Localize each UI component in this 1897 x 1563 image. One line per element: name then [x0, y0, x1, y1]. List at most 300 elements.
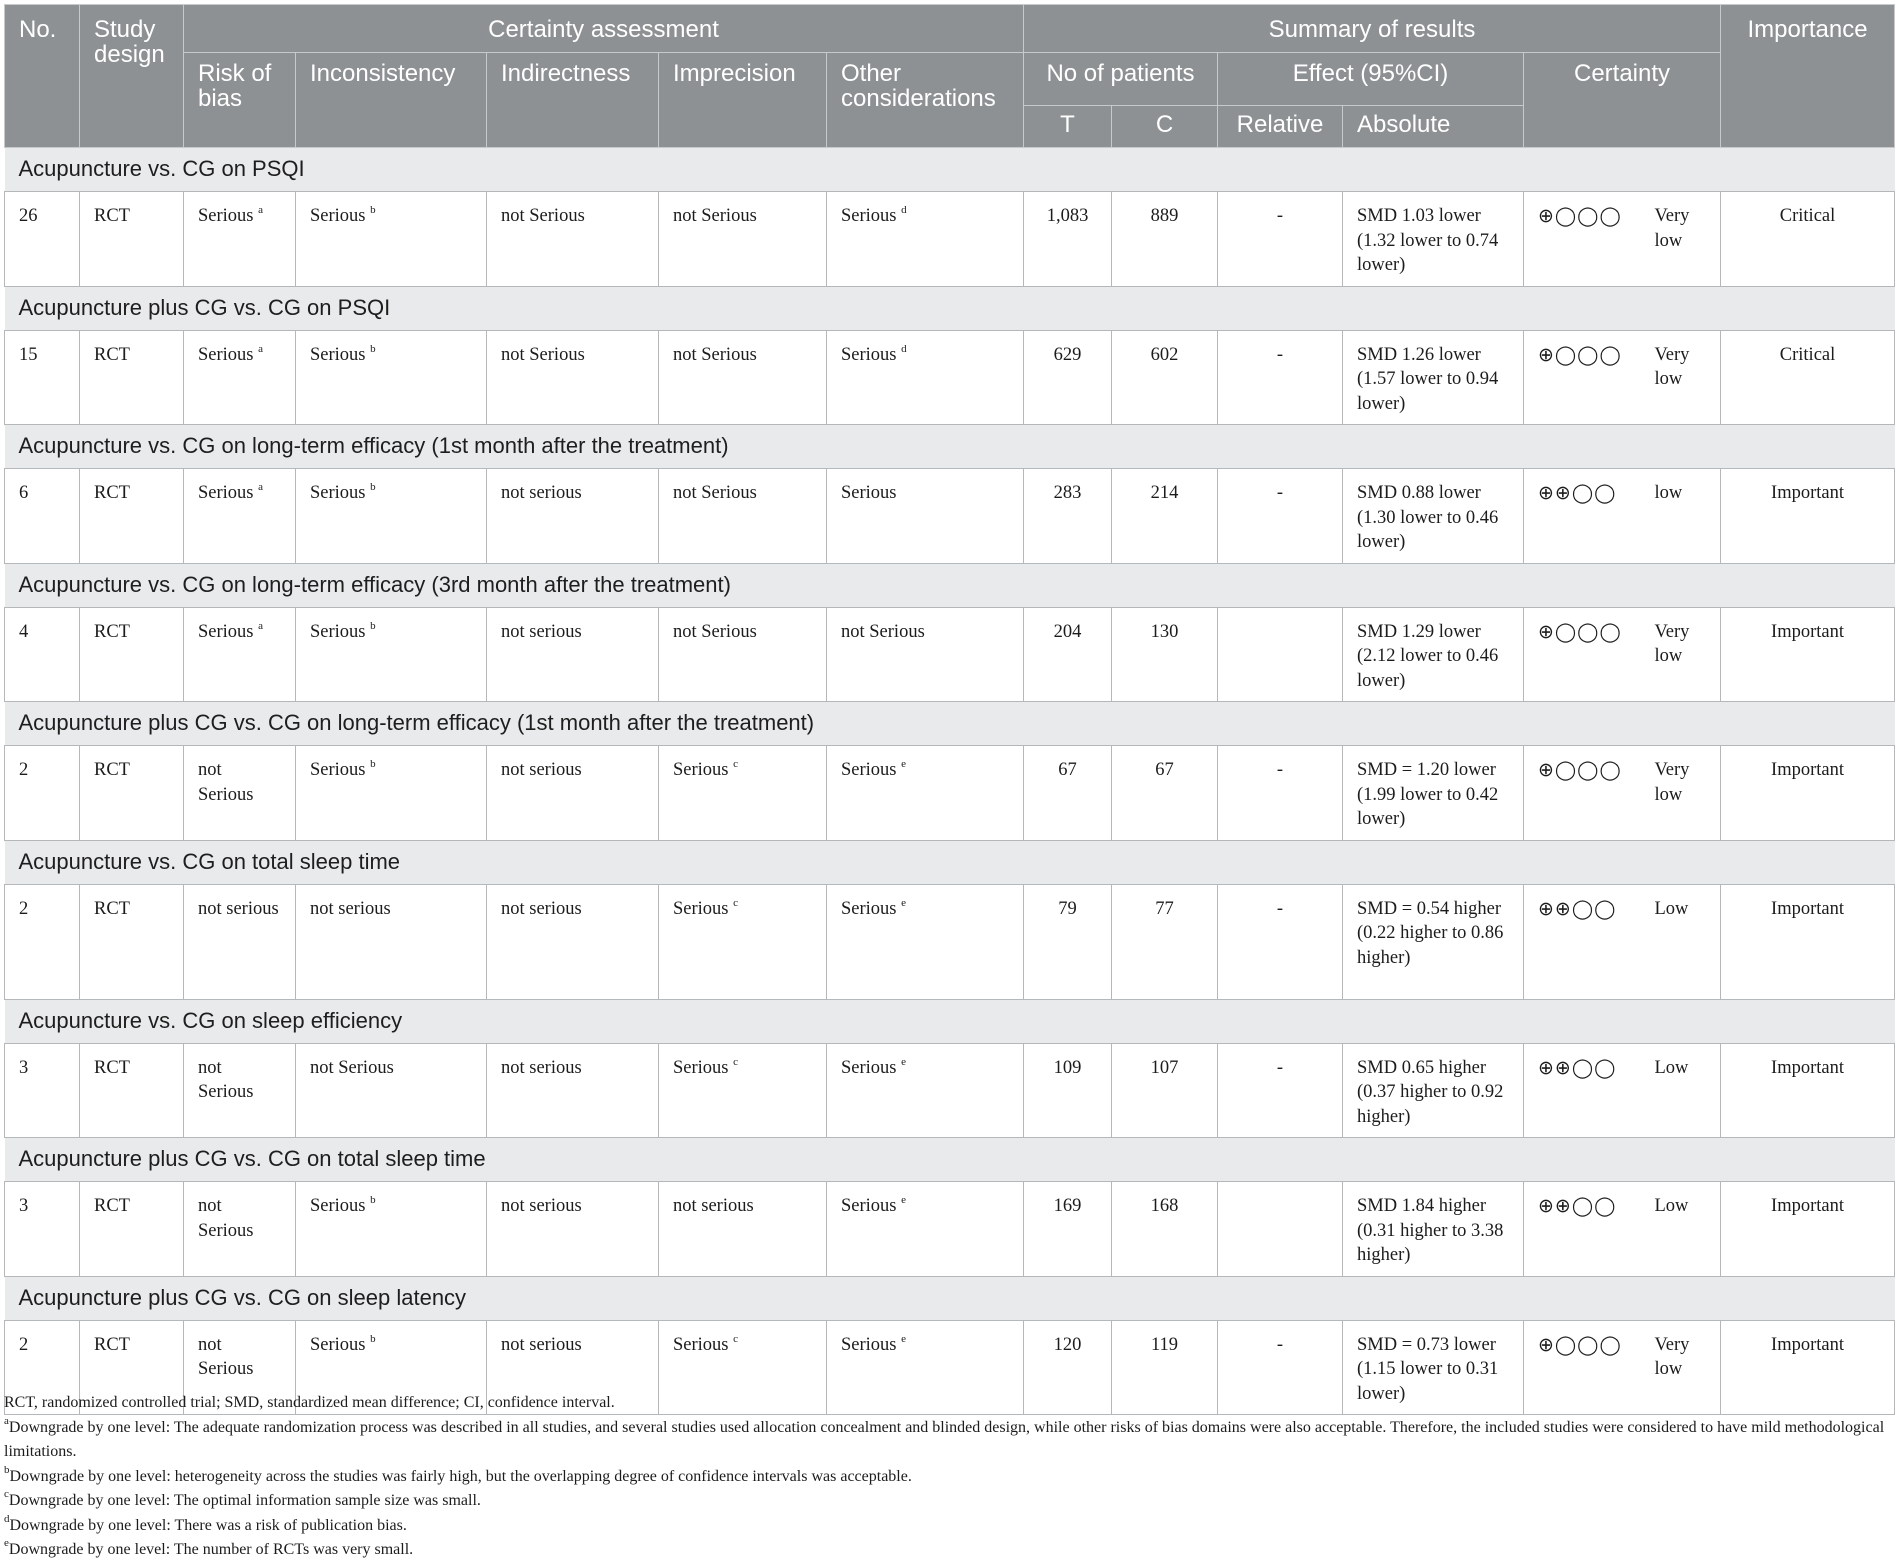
cell-other-considerations	[827, 607, 1024, 702]
cell-c-text: 77	[1155, 898, 1174, 919]
cell-relative	[1218, 1182, 1343, 1277]
cell-other-considerations	[827, 469, 1024, 564]
cell-certainty-symbols-text: ⊕⊕◯◯	[1538, 1056, 1617, 1079]
cell-study-design	[80, 607, 184, 702]
cell-certainty	[1641, 607, 1721, 702]
footnote-marker: e	[901, 896, 907, 909]
header-c: C	[1112, 106, 1218, 148]
cell-study-design-text: RCT	[94, 344, 130, 365]
cell-t-text: 283	[1053, 483, 1082, 503]
cell-risk-of-bias	[184, 1043, 296, 1138]
footnote-marker: c	[733, 1055, 739, 1068]
cell-no-text: 3	[19, 1196, 29, 1216]
cell-other-considerations	[827, 1182, 1024, 1277]
cell-certainty	[1641, 192, 1721, 287]
cell-certainty-text: Low	[1654, 1057, 1689, 1078]
table-row	[5, 884, 1895, 999]
cell-study-design-text: RCT	[94, 206, 130, 226]
cell-c	[1112, 469, 1218, 564]
cell-certainty-symbols	[1524, 1182, 1641, 1277]
cell-risk-of-bias	[184, 469, 296, 564]
cell-c-text: 602	[1150, 344, 1179, 365]
footnote-marker: a	[258, 342, 264, 355]
cell-other-considerations-text: not Serious	[841, 621, 925, 642]
cell-imprecision	[659, 746, 827, 841]
cell-inconsistency-text: Serious	[310, 206, 366, 226]
cell-inconsistency	[296, 1043, 487, 1138]
footnote-b-mark: b	[4, 1463, 10, 1476]
cell-importance-text: Critical	[1779, 344, 1836, 365]
cell-other-considerations-text: Serious	[841, 483, 897, 503]
cell-no	[5, 330, 80, 425]
cell-certainty-text: low	[1654, 483, 1683, 503]
footnote-c-mark: c	[4, 1488, 9, 1500]
cell-relative	[1218, 746, 1343, 841]
cell-certainty-text: Very low	[1654, 621, 1690, 666]
cell-importance-text: Important	[1771, 1196, 1844, 1216]
cell-other-considerations-text: Serious	[841, 1196, 897, 1216]
footnote-marker: e	[901, 1332, 907, 1345]
footnote-a-text: Downgrade by one level: The adequate randomization process was described in all studies, and several studies used allocation concealment and blinded design, while other risks of bias domains were also acceptable. Therefore, the included studies were considered to have mild methodological limitations.	[4, 1418, 1885, 1460]
section-header-row	[5, 840, 1895, 884]
cell-risk-of-bias	[184, 746, 296, 841]
cell-indirectness	[487, 469, 659, 564]
section-header-row	[5, 286, 1895, 330]
cell-relative-text: -	[1276, 206, 1284, 226]
cell-no-text: 2	[19, 898, 29, 919]
cell-certainty	[1641, 469, 1721, 564]
cell-importance-text: Important	[1771, 898, 1844, 919]
cell-risk-of-bias	[184, 884, 296, 999]
section-header-row	[5, 563, 1895, 607]
cell-inconsistency	[296, 746, 487, 841]
cell-study-design	[80, 746, 184, 841]
footnote-d-mark: d	[4, 1512, 10, 1525]
header-t: T	[1024, 106, 1112, 148]
header-effect: Effect (95%CI)	[1218, 53, 1524, 106]
cell-absolute	[1343, 607, 1524, 702]
header-risk-of-bias: Risk of bias	[184, 53, 296, 148]
cell-study-design	[80, 1182, 184, 1277]
cell-c	[1112, 330, 1218, 425]
cell-c-text: 214	[1150, 483, 1179, 503]
cell-study-design-text: RCT	[94, 1334, 130, 1355]
cell-absolute-text: SMD 1.03 lower (1.32 lower to 0.74 lower)	[1357, 206, 1499, 275]
footnote-marker: c	[733, 896, 739, 909]
cell-absolute-text: SMD = 1.20 lower (1.99 lower to 0.42 lower)	[1357, 760, 1499, 829]
cell-certainty-symbols-text: ⊕◯◯◯	[1538, 759, 1622, 781]
cell-certainty-symbols-text: ⊕⊕◯◯	[1538, 897, 1617, 920]
cell-c	[1112, 607, 1218, 702]
cell-inconsistency-text: Serious	[310, 621, 366, 642]
cell-indirectness	[487, 1182, 659, 1277]
footnote-e-mark: e	[4, 1537, 9, 1549]
cell-certainty-text: Low	[1654, 1196, 1689, 1216]
cell-indirectness-text: not serious	[501, 1196, 582, 1216]
cell-inconsistency	[296, 469, 487, 564]
cell-c	[1112, 746, 1218, 841]
cell-t	[1024, 607, 1112, 702]
cell-inconsistency	[296, 607, 487, 702]
cell-importance-text: Important	[1771, 760, 1844, 780]
cell-imprecision-text: Serious	[673, 898, 729, 919]
cell-other-considerations-text: Serious	[841, 206, 897, 226]
header-inconsistency: Inconsistency	[296, 53, 487, 148]
cell-certainty-symbols	[1524, 607, 1641, 702]
cell-importance	[1721, 1043, 1895, 1138]
cell-imprecision-text: Serious	[673, 1334, 729, 1355]
cell-importance-text: Important	[1771, 483, 1844, 503]
table-row	[5, 1043, 1895, 1138]
cell-no	[5, 1182, 80, 1277]
cell-t	[1024, 330, 1112, 425]
cell-no	[5, 607, 80, 702]
section-title: Acupuncture vs. CG on total sleep time	[5, 840, 1895, 884]
cell-no-text: 3	[19, 1057, 29, 1078]
cell-t-text: 67	[1058, 760, 1077, 780]
cell-relative-text: -	[1276, 344, 1284, 365]
cell-c	[1112, 884, 1218, 999]
cell-imprecision	[659, 1043, 827, 1138]
cell-c-text: 119	[1150, 1334, 1179, 1355]
footnote-marker: b	[370, 1332, 376, 1345]
cell-study-design-text: RCT	[94, 898, 130, 919]
cell-imprecision-text: not Serious	[673, 344, 757, 365]
cell-indirectness	[487, 746, 659, 841]
cell-importance	[1721, 469, 1895, 564]
cell-study-design-text: RCT	[94, 1057, 130, 1078]
cell-imprecision-text: not Serious	[673, 621, 757, 642]
cell-certainty-text: Very low	[1654, 1334, 1690, 1379]
cell-importance	[1721, 607, 1895, 702]
cell-relative-text: -	[1276, 1334, 1284, 1355]
cell-indirectness-text: not Serious	[501, 206, 585, 226]
cell-relative	[1218, 884, 1343, 999]
section-header-row	[5, 999, 1895, 1043]
cell-indirectness	[487, 330, 659, 425]
cell-certainty-symbols	[1524, 330, 1641, 425]
cell-indirectness-text: not serious	[501, 621, 582, 642]
cell-c	[1112, 1182, 1218, 1277]
footnote-marker: b	[370, 204, 376, 216]
footnote-d-text: Downgrade by one level: There was a risk of publication bias.	[9, 1516, 407, 1534]
cell-other-considerations-text: Serious	[841, 760, 897, 780]
header-certainty: Certainty	[1524, 53, 1721, 148]
cell-certainty-symbols	[1524, 884, 1641, 999]
cell-certainty-symbols	[1524, 192, 1641, 287]
cell-c-text: 168	[1150, 1196, 1179, 1216]
cell-imprecision	[659, 884, 827, 999]
cell-certainty-symbols	[1524, 746, 1641, 841]
footnote-marker: e	[901, 758, 907, 770]
cell-imprecision-text: Serious	[673, 1057, 729, 1078]
cell-certainty	[1641, 330, 1721, 425]
cell-no-text: 2	[19, 760, 29, 780]
cell-no-text: 2	[19, 1334, 29, 1355]
cell-imprecision-text: Serious	[673, 760, 729, 780]
cell-imprecision-text: not serious	[673, 1196, 754, 1216]
header-indirectness: Indirectness	[487, 53, 659, 148]
cell-imprecision-text: not Serious	[673, 206, 757, 226]
cell-t	[1024, 1182, 1112, 1277]
section-title: Acupuncture vs. CG on PSQI	[5, 148, 1895, 192]
cell-imprecision	[659, 192, 827, 287]
cell-certainty-text: Very low	[1654, 760, 1690, 805]
cell-certainty-symbols-text: ⊕◯◯◯	[1538, 620, 1622, 643]
cell-importance	[1721, 1182, 1895, 1277]
cell-other-considerations	[827, 330, 1024, 425]
cell-inconsistency-text: Serious	[310, 483, 366, 503]
cell-indirectness-text: not serious	[501, 483, 582, 503]
header-absolute: Absolute	[1343, 106, 1524, 148]
cell-relative	[1218, 192, 1343, 287]
cell-inconsistency-text: Serious	[310, 760, 366, 780]
cell-certainty-symbols	[1524, 1043, 1641, 1138]
header-relative: Relative	[1218, 106, 1343, 148]
header-study-design: Study design	[80, 5, 184, 148]
footnote-a-mark: a	[4, 1414, 9, 1427]
cell-inconsistency-text: Serious	[310, 344, 366, 365]
cell-t-text: 169	[1053, 1196, 1082, 1216]
cell-risk-of-bias-text: not Serious	[198, 1196, 254, 1241]
cell-no-text: 26	[19, 206, 38, 226]
cell-risk-of-bias-text: Serious	[198, 206, 254, 226]
cell-c-text: 130	[1150, 621, 1179, 642]
cell-study-design-text: RCT	[94, 760, 130, 780]
footnote-b-text: Downgrade by one level: heterogeneity across the studies was fairly high, but the overlapping degree of confidence intervals was acceptable.	[9, 1467, 912, 1485]
cell-relative-text: -	[1276, 760, 1284, 780]
cell-absolute	[1343, 469, 1524, 564]
cell-importance-text: Important	[1771, 1057, 1844, 1078]
cell-no-text: 4	[19, 621, 29, 642]
cell-certainty-text: Low	[1654, 898, 1689, 919]
section-header-row	[5, 702, 1895, 746]
cell-imprecision	[659, 330, 827, 425]
cell-risk-of-bias-text: not serious	[198, 898, 279, 919]
footnote-abbreviations: RCT, randomized controlled trial; SMD, standardized mean difference; CI, confidence interval.	[4, 1394, 615, 1411]
footnote-d	[4, 1514, 1894, 1539]
table-row	[5, 192, 1895, 287]
section-title: Acupuncture vs. CG on long-term efficacy (3rd month after the treatment)	[5, 563, 1895, 607]
cell-risk-of-bias-text: Serious	[198, 483, 254, 503]
footnote-marker: d	[901, 204, 907, 216]
cell-importance-text: Important	[1771, 1334, 1844, 1355]
cell-other-considerations-text: Serious	[841, 898, 897, 919]
cell-certainty-text: Very low	[1654, 206, 1690, 251]
header-certainty-assessment: Certainty assessment	[184, 5, 1024, 53]
cell-inconsistency-text: not serious	[310, 898, 391, 919]
section-title: Acupuncture vs. CG on long-term efficacy (1st month after the treatment)	[5, 425, 1895, 469]
cell-risk-of-bias-text: not Serious	[198, 760, 254, 805]
cell-study-design	[80, 330, 184, 425]
cell-importance	[1721, 884, 1895, 999]
cell-relative	[1218, 1043, 1343, 1138]
footnote-marker: d	[901, 342, 907, 355]
cell-indirectness	[487, 1043, 659, 1138]
cell-relative-text: -	[1276, 1057, 1284, 1078]
table-row	[5, 469, 1895, 564]
cell-no-text: 6	[19, 483, 29, 503]
cell-certainty-symbols-text: ⊕⊕◯◯	[1538, 1195, 1617, 1217]
table-row	[5, 1182, 1895, 1277]
cell-study-design	[80, 469, 184, 564]
section-title: Acupuncture plus CG vs. CG on sleep latency	[5, 1276, 1895, 1320]
cell-study-design-text: RCT	[94, 483, 130, 503]
cell-risk-of-bias-text: not Serious	[198, 1334, 254, 1379]
cell-certainty	[1641, 1182, 1721, 1277]
cell-absolute	[1343, 1043, 1524, 1138]
header-importance: Importance	[1721, 5, 1895, 148]
cell-risk-of-bias	[184, 1182, 296, 1277]
cell-risk-of-bias-text: Serious	[198, 621, 254, 642]
cell-study-design-text: RCT	[94, 1196, 130, 1216]
cell-t-text: 79	[1058, 898, 1077, 919]
cell-imprecision	[659, 1182, 827, 1277]
header-no: No.	[5, 5, 80, 148]
footnote-a	[4, 1416, 1894, 1465]
cell-absolute-text: SMD = 0.54 higher (0.22 higher to 0.86 higher)	[1357, 898, 1504, 968]
footnotes	[4, 1391, 1894, 1563]
table-row	[5, 330, 1895, 425]
cell-other-considerations-text: Serious	[841, 344, 897, 365]
cell-study-design	[80, 1043, 184, 1138]
cell-certainty	[1641, 1043, 1721, 1138]
cell-importance	[1721, 192, 1895, 287]
cell-absolute	[1343, 884, 1524, 999]
table-row	[5, 607, 1895, 702]
cell-other-considerations	[827, 1043, 1024, 1138]
footnote-marker: c	[733, 758, 739, 770]
cell-risk-of-bias	[184, 330, 296, 425]
cell-absolute-text: SMD = 0.73 lower (1.15 lower to 0.31 lower)	[1357, 1334, 1499, 1404]
cell-study-design	[80, 884, 184, 999]
cell-relative	[1218, 330, 1343, 425]
cell-inconsistency-text: Serious	[310, 1196, 366, 1216]
cell-indirectness-text: not serious	[501, 1057, 582, 1078]
cell-indirectness	[487, 192, 659, 287]
cell-certainty-symbols-text: ⊕⊕◯◯	[1538, 482, 1617, 504]
footnote-marker: b	[370, 342, 376, 355]
footnote-marker: e	[901, 1055, 907, 1068]
footnote-c	[4, 1489, 1894, 1514]
cell-inconsistency	[296, 884, 487, 999]
grade-table	[4, 4, 1895, 1415]
footnote-marker: e	[901, 1194, 907, 1206]
cell-inconsistency	[296, 192, 487, 287]
cell-other-considerations	[827, 192, 1024, 287]
cell-indirectness-text: not serious	[501, 1334, 582, 1355]
cell-indirectness-text: not serious	[501, 898, 582, 919]
cell-study-design-text: RCT	[94, 621, 130, 642]
cell-t-text: 1,083	[1046, 206, 1089, 226]
cell-imprecision	[659, 469, 827, 564]
footnote-marker: b	[370, 619, 376, 632]
cell-certainty-text: Very low	[1654, 344, 1690, 389]
cell-t-text: 120	[1053, 1334, 1082, 1355]
footnote-e-text: Downgrade by one level: The number of RCTs was very small.	[8, 1541, 414, 1558]
cell-other-considerations-text: Serious	[841, 1057, 897, 1078]
cell-indirectness-text: not Serious	[501, 344, 585, 365]
footnote-marker: b	[370, 758, 376, 770]
cell-indirectness	[487, 607, 659, 702]
cell-importance	[1721, 330, 1895, 425]
cell-t-text: 109	[1053, 1057, 1082, 1078]
footnote-c-text: Downgrade by one level: The optimal information sample size was small.	[8, 1492, 481, 1509]
cell-no	[5, 1043, 80, 1138]
cell-no	[5, 469, 80, 564]
cell-relative-text: -	[1276, 898, 1284, 919]
cell-inconsistency-text: Serious	[310, 1334, 366, 1355]
cell-no	[5, 192, 80, 287]
cell-absolute	[1343, 1182, 1524, 1277]
cell-no-text: 15	[19, 344, 38, 365]
cell-absolute	[1343, 330, 1524, 425]
section-header-row	[5, 1276, 1895, 1320]
cell-other-considerations	[827, 746, 1024, 841]
header-no-of-patients: No of patients	[1024, 53, 1218, 106]
section-title: Acupuncture plus CG vs. CG on total sleep time	[5, 1138, 1895, 1182]
cell-inconsistency	[296, 1182, 487, 1277]
cell-risk-of-bias-text: Serious	[198, 344, 254, 365]
cell-risk-of-bias-text: not Serious	[198, 1057, 254, 1102]
cell-certainty-symbols	[1524, 469, 1641, 564]
cell-study-design	[80, 192, 184, 287]
table-row	[5, 746, 1895, 841]
cell-risk-of-bias	[184, 607, 296, 702]
cell-c	[1112, 1043, 1218, 1138]
cell-absolute-text: SMD 1.84 higher (0.31 higher to 3.38 higher)	[1357, 1196, 1504, 1265]
footnote-marker: a	[258, 481, 264, 493]
header-imprecision: Imprecision	[659, 53, 827, 148]
cell-no	[5, 884, 80, 999]
cell-other-considerations	[827, 884, 1024, 999]
cell-t-text: 629	[1053, 344, 1082, 365]
cell-c-text: 107	[1150, 1057, 1179, 1078]
cell-absolute-text: SMD 1.29 lower (2.12 lower to 0.46 lower)	[1357, 621, 1499, 691]
cell-imprecision-text: not Serious	[673, 483, 757, 503]
cell-certainty-symbols-text: ⊕◯◯◯	[1538, 205, 1622, 227]
cell-indirectness	[487, 884, 659, 999]
footnote-marker: b	[370, 1194, 376, 1206]
cell-importance-text: Critical	[1779, 206, 1836, 226]
cell-relative	[1218, 469, 1343, 564]
cell-imprecision	[659, 607, 827, 702]
cell-certainty	[1641, 884, 1721, 999]
section-title: Acupuncture plus CG vs. CG on long-term efficacy (1st month after the treatment)	[5, 702, 1895, 746]
cell-certainty-symbols-text: ⊕◯◯◯	[1538, 1333, 1622, 1356]
cell-c	[1112, 192, 1218, 287]
cell-importance-text: Important	[1771, 621, 1844, 642]
cell-absolute-text: SMD 1.26 lower (1.57 lower to 0.94 lower)	[1357, 344, 1499, 414]
section-title: Acupuncture vs. CG on sleep efficiency	[5, 999, 1895, 1043]
cell-t	[1024, 746, 1112, 841]
footnote-marker: a	[258, 619, 264, 632]
cell-absolute-text: SMD 0.65 higher (0.37 higher to 0.92 higher)	[1357, 1057, 1504, 1127]
footnote-marker: a	[258, 204, 264, 216]
cell-t	[1024, 469, 1112, 564]
header-other-considerations: Other considerations	[827, 53, 1024, 148]
cell-t	[1024, 1043, 1112, 1138]
cell-importance	[1721, 746, 1895, 841]
cell-c-text: 889	[1150, 206, 1179, 226]
cell-certainty	[1641, 746, 1721, 841]
footnote-e	[4, 1538, 1894, 1563]
cell-absolute-text: SMD 0.88 lower (1.30 lower to 0.46 lower)	[1357, 483, 1499, 552]
header-summary-of-results: Summary of results	[1024, 5, 1721, 53]
cell-relative	[1218, 607, 1343, 702]
section-title: Acupuncture plus CG vs. CG on PSQI	[5, 286, 1895, 330]
cell-absolute	[1343, 192, 1524, 287]
